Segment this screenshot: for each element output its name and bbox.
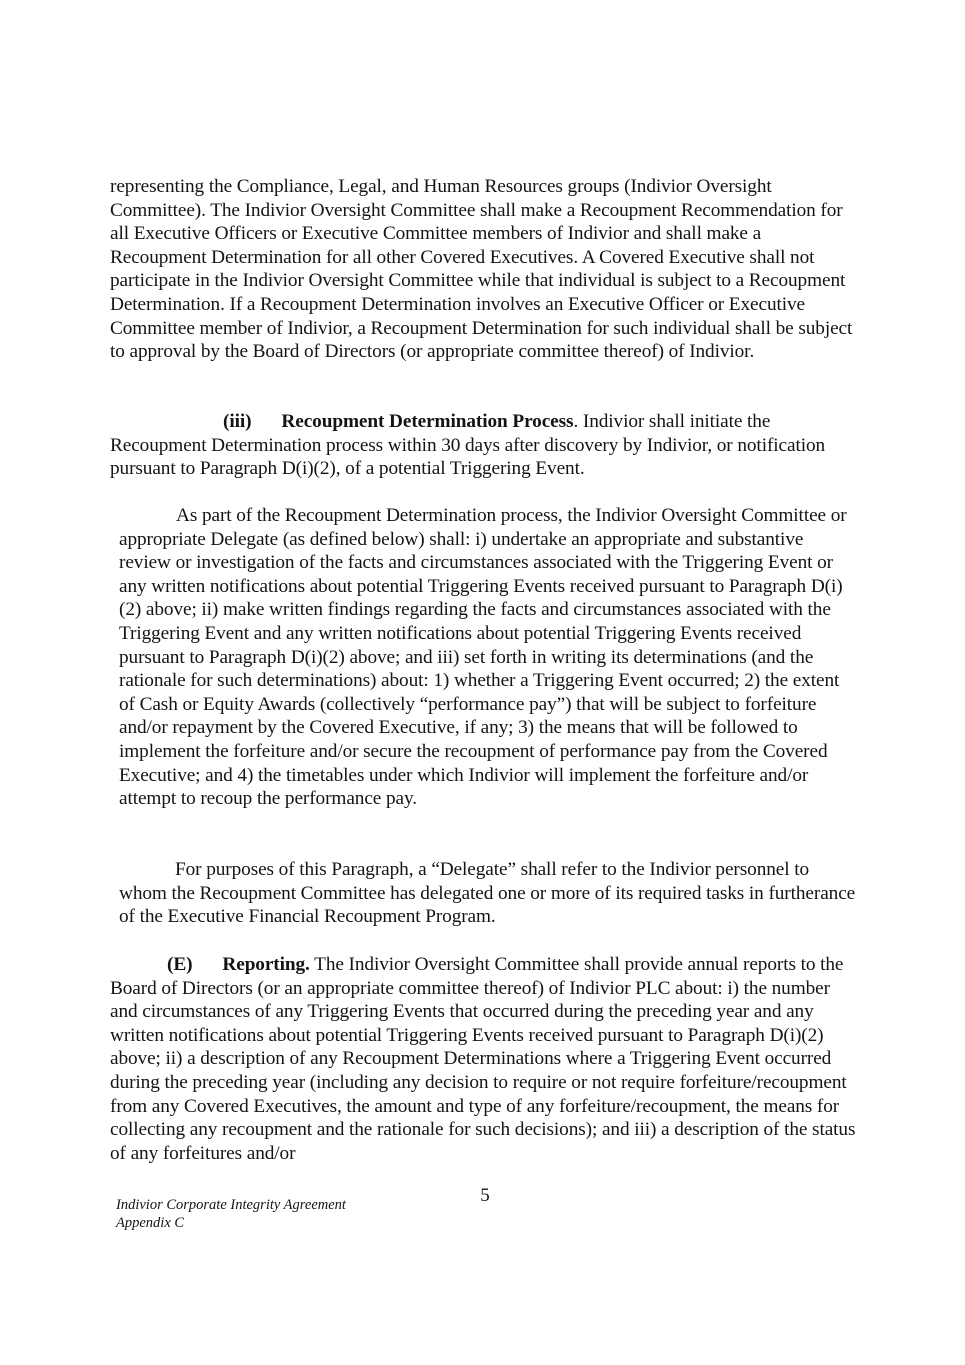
section-e-text: The Indivior Oversight Committee shall provide annual reports to the Board of Directors (or an appropriate committee thereof) of Indivior PLC about: i) the number and circumstances of any Triggering Events that occurred during the preceding year and any written notifications about potential Triggering Events received pursuant to Paragraph D(i)(2) above; ii) a description of any Recoupment Determinations where a Triggering Event occurred during the preceding year (including any decision to require or not require forfeiture/recoupment from any Covered Executives, the amount and type of any forfeiture/recoupment, the means for collecting any recoupment and the rationale for such decisions); and iii) a description of the status of any forfeitures and/or [110,954,856,1164]
footer-agreement-title: Indivior Corporate Integrity Agreement [116,1197,346,1213]
paragraph-delegate-definition-text: For purposes of this Paragraph, a “Delegate” shall refer to the Indivior personnel to whom the Recoupment Committee has delegated one or more of its required tasks in furtherance of the Executive Financial Recoupment Program. [119,859,856,928]
paragraph-oversight-committee [110,175,860,364]
paragraph-determination-process [119,504,859,811]
footer [116,1196,346,1232]
section-e-number: (E) [167,954,193,975]
section-iii-text: . Indivior shall initiate the Recoupment Determination process within 30 days after discovery by Indivior, or notification pursuant to Paragraph D(i)(2), of a potential Triggering Event. [110,411,826,480]
section-iii-title: Recoupment Determination Process [281,411,574,432]
section-e-title: Reporting. [222,954,310,975]
section-iii-number: (iii) [223,411,252,432]
section-e-paragraph [110,953,860,1165]
page-number: 5 [480,1185,490,1206]
paragraph-oversight-committee-text: representing the Compliance, Legal, and Human Resources groups (Indivior Oversight Committee). The Indivior Oversight Committee shall make a Recoupment Recommendation for all Executive Officers or Executive Committee members of Indivior and shall make a Recoupment Determination for all other Covered Executives. A Covered Executive shall not participate in the Indivior Oversight Committee while that individual is subject to a Recoupment Determination. If a Recoupment Determination involves an Executive Officer or Executive Committee member of Indivior, a Recoupment Determination for such individual shall be subject to approval by the Board of Directors (or appropriate committee thereof) of Indivior. [110,176,853,363]
paragraph-determination-process-text: As part of the Recoupment Determination process, the Indivior Oversight Committee or appropriate Delegate (as defined below) shall: i) undertake an appropriate and substantive review or investigation of the facts and circumstances associated with the Triggering Event or any written notifications about potential Triggering Events received pursuant to Paragraph D(i)(2) above; ii) make written findings regarding the facts and circumstances associated with the Triggering Event and any written notifications about potential Triggering Events received pursuant to Paragraph D(i)(2) above; and iii) set forth in writing its determinations (and the rationale for such determinations) about: 1) whether a Triggering Event occurred; 2) the extent of Cash or Equity Awards (collectively “performance pay”) that will be subject to forfeiture and/or repayment by the Covered Executive, if any; 3) the means that will be followed to implement the forfeiture and/or secure the recoupment of performance pay from the Covered Executive; and 4) the timetables under which Indivior will implement the forfeiture and/or attempt to recoup the performance pay. [119,505,847,810]
footer-appendix-label: Appendix C [116,1215,185,1231]
section-iii-paragraph [110,410,860,481]
paragraph-delegate-definition [119,858,859,929]
